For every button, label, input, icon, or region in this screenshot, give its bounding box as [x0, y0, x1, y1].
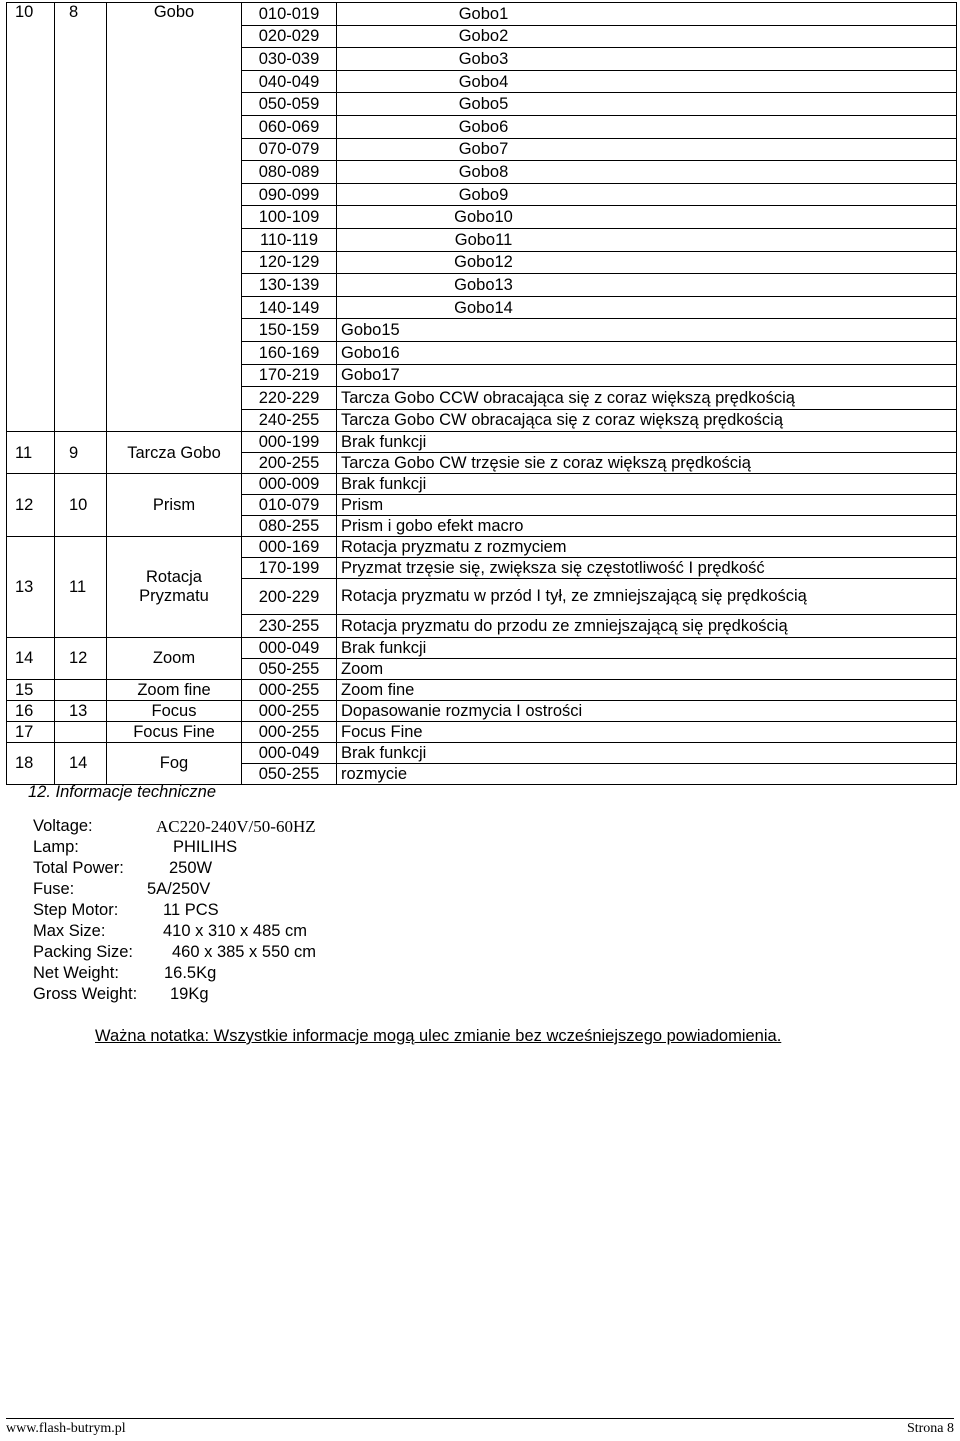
- spec-value: 250W: [169, 859, 213, 877]
- dmx-range: 010-079: [242, 495, 337, 516]
- spec-label: Step Motor:: [33, 901, 119, 919]
- dmx-range: 000-049: [242, 742, 337, 763]
- range-description: Gobo4: [337, 70, 957, 93]
- range-description: Gobo2: [337, 25, 957, 48]
- spec-max-size: [33, 922, 308, 941]
- dmx-range: 000-009: [242, 474, 337, 495]
- dmx-range: 080-255: [242, 516, 337, 537]
- spec-step-motor: [33, 901, 219, 920]
- spec-lamp: [33, 838, 238, 857]
- channel-number: 12: [7, 474, 55, 537]
- spec-label: Voltage:: [33, 817, 93, 835]
- range-description: Gobo12: [337, 251, 957, 274]
- function-name: Zoom: [107, 637, 242, 679]
- dmx-range: 110-119: [242, 228, 337, 251]
- range-description: Gobo1: [337, 3, 957, 26]
- spec-label: Lamp:: [33, 838, 79, 856]
- range-description: rozmycie: [337, 763, 957, 784]
- dmx-range: 200-229: [242, 579, 337, 615]
- spec-value: 19Kg: [170, 985, 209, 1003]
- channel-number: 11: [7, 432, 55, 474]
- footer-divider: [6, 1418, 954, 1419]
- spec-label: Total Power:: [33, 859, 124, 877]
- range-description: Dopasowanie rozmycia I ostrości: [337, 700, 957, 721]
- important-note: Ważna notatka: Wszystkie informacje mogą ulec zmianie bez wcześniejszego powiadomienia.: [95, 1027, 782, 1045]
- dmx-range: 000-255: [242, 721, 337, 742]
- range-description: Pryzmat trzęsie się, zwiększa się częstotliwość I prędkość: [337, 558, 957, 579]
- function-name: Tarcza Gobo: [107, 432, 242, 474]
- range-description: Gobo10: [337, 206, 957, 229]
- spec-value: 460 x 385 x 550 cm: [172, 943, 317, 961]
- channel-number-alt: 8: [55, 3, 107, 432]
- range-description: Brak funkcji: [337, 742, 957, 763]
- spec-value: 11 PCS: [163, 901, 219, 919]
- dmx-range: 170-199: [242, 558, 337, 579]
- spec-label: Fuse:: [33, 880, 75, 898]
- channel-number-alt: 13: [55, 700, 107, 721]
- table-row: [7, 637, 957, 658]
- table-row: [7, 679, 957, 700]
- dmx-range: 000-255: [242, 679, 337, 700]
- spec-packing-size: [33, 943, 317, 962]
- channel-number-alt: 12: [55, 637, 107, 679]
- range-description: Gobo16: [337, 341, 957, 364]
- dmx-range: 050-255: [242, 658, 337, 679]
- dmx-range: 200-255: [242, 453, 337, 474]
- channel-number: 13: [7, 537, 55, 638]
- channel-number: 17: [7, 721, 55, 742]
- range-description: Gobo6: [337, 115, 957, 138]
- dmx-range: 230-255: [242, 615, 337, 638]
- channel-number-alt: [55, 679, 107, 700]
- range-description: Gobo5: [337, 93, 957, 116]
- table-row: [7, 3, 957, 26]
- dmx-range: 090-099: [242, 183, 337, 206]
- channel-number: 14: [7, 637, 55, 679]
- range-description: Gobo13: [337, 274, 957, 297]
- dmx-range: 040-049: [242, 70, 337, 93]
- dmx-range: 150-159: [242, 319, 337, 342]
- footer-website[interactable]: www.flash-butrym.pl: [6, 1421, 126, 1436]
- spec-label: Packing Size:: [33, 943, 133, 961]
- channel-number: 18: [7, 742, 55, 784]
- spec-total-power: [33, 859, 213, 878]
- dmx-range: 000-255: [242, 700, 337, 721]
- spec-value: 410 x 310 x 485 cm: [163, 922, 308, 940]
- range-description: Gobo8: [337, 161, 957, 184]
- table-row: [7, 721, 957, 742]
- footer-page-number: Strona 8: [906, 1421, 954, 1436]
- spec-value: 16.5Kg: [164, 964, 217, 982]
- channel-number-alt: [55, 721, 107, 742]
- dmx-range: 020-029: [242, 25, 337, 48]
- range-description: Zoom fine: [337, 679, 957, 700]
- dmx-range: 160-169: [242, 341, 337, 364]
- range-description: Gobo15: [337, 319, 957, 342]
- dmx-range: 000-169: [242, 537, 337, 558]
- dmx-range: 030-039: [242, 48, 337, 71]
- table-row: [7, 700, 957, 721]
- function-name: Zoom fine: [107, 679, 242, 700]
- table-row: [7, 474, 957, 495]
- range-description: Gobo14: [337, 296, 957, 319]
- range-description: Brak funkcji: [337, 637, 957, 658]
- channel-number-alt: 9: [55, 432, 107, 474]
- range-description: Gobo11: [337, 228, 957, 251]
- channel-number: 16: [7, 700, 55, 721]
- range-description: Gobo7: [337, 138, 957, 161]
- table-row: [7, 432, 957, 453]
- channel-number-alt: 14: [55, 742, 107, 784]
- dmx-range: 120-129: [242, 251, 337, 274]
- spec-gross-weight: [33, 985, 209, 1004]
- spec-label: Gross Weight:: [33, 985, 138, 1003]
- dmx-range: 060-069: [242, 115, 337, 138]
- spec-value: 5A/250V: [147, 880, 211, 898]
- range-description: Prism i gobo efekt macro: [337, 516, 957, 537]
- range-description: Tarcza Gobo CCW obracająca się z coraz większą prędkością: [337, 387, 957, 410]
- range-description: Rotacja pryzmatu w przód I tył, ze zmniejszającą się prędkością: [337, 579, 957, 615]
- function-name: Rotacja Pryzmatu: [107, 537, 242, 638]
- range-description: Prism: [337, 495, 957, 516]
- range-description: Focus Fine: [337, 721, 957, 742]
- dmx-range: 170-219: [242, 364, 337, 387]
- range-description: Rotacja pryzmatu do przodu ze zmniejszającą się prędkością: [337, 615, 957, 638]
- range-description: Tarcza Gobo CW obracająca się z coraz większą prędkością: [337, 409, 957, 432]
- function-name: Focus: [107, 700, 242, 721]
- spec-label: Net Weight:: [33, 964, 119, 982]
- range-description: Zoom: [337, 658, 957, 679]
- range-description: Brak funkcji: [337, 432, 957, 453]
- spec-value: AC220-240V/50-60HZ: [156, 817, 316, 836]
- dmx-range: 130-139: [242, 274, 337, 297]
- function-name: Prism: [107, 474, 242, 537]
- dmx-range: 240-255: [242, 409, 337, 432]
- dmx-range: 050-059: [242, 93, 337, 116]
- function-name: Fog: [107, 742, 242, 784]
- spec-label: Max Size:: [33, 922, 106, 940]
- range-description: Gobo9: [337, 183, 957, 206]
- channel-number: 10: [7, 3, 55, 432]
- dmx-channel-table: [6, 2, 957, 785]
- dmx-range: 010-019: [242, 3, 337, 26]
- dmx-range: 070-079: [242, 138, 337, 161]
- channel-number-alt: 11: [55, 537, 107, 638]
- dmx-range: 220-229: [242, 387, 337, 410]
- spec-value: PHILIHS: [173, 838, 238, 856]
- spec-fuse: [33, 880, 211, 899]
- dmx-range: 050-255: [242, 763, 337, 784]
- dmx-range: 000-199: [242, 432, 337, 453]
- dmx-range: 100-109: [242, 206, 337, 229]
- range-description: Brak funkcji: [337, 474, 957, 495]
- channel-number: 15: [7, 679, 55, 700]
- range-description: Gobo17: [337, 364, 957, 387]
- range-description: Gobo3: [337, 48, 957, 71]
- section-title: 12. Informacje techniczne: [28, 783, 217, 801]
- table-row: [7, 742, 957, 763]
- spec-voltage: [33, 817, 316, 836]
- channel-number-alt: 10: [55, 474, 107, 537]
- function-name: Focus Fine: [107, 721, 242, 742]
- range-description: Tarcza Gobo CW trzęsie sie z coraz większą prędkością: [337, 453, 957, 474]
- dmx-range: 000-049: [242, 637, 337, 658]
- function-name: Gobo: [107, 3, 242, 432]
- dmx-range: 140-149: [242, 296, 337, 319]
- table-row: [7, 537, 957, 558]
- spec-net-weight: [33, 964, 217, 983]
- dmx-range: 080-089: [242, 161, 337, 184]
- range-description: Rotacja pryzmatu z rozmyciem: [337, 537, 957, 558]
